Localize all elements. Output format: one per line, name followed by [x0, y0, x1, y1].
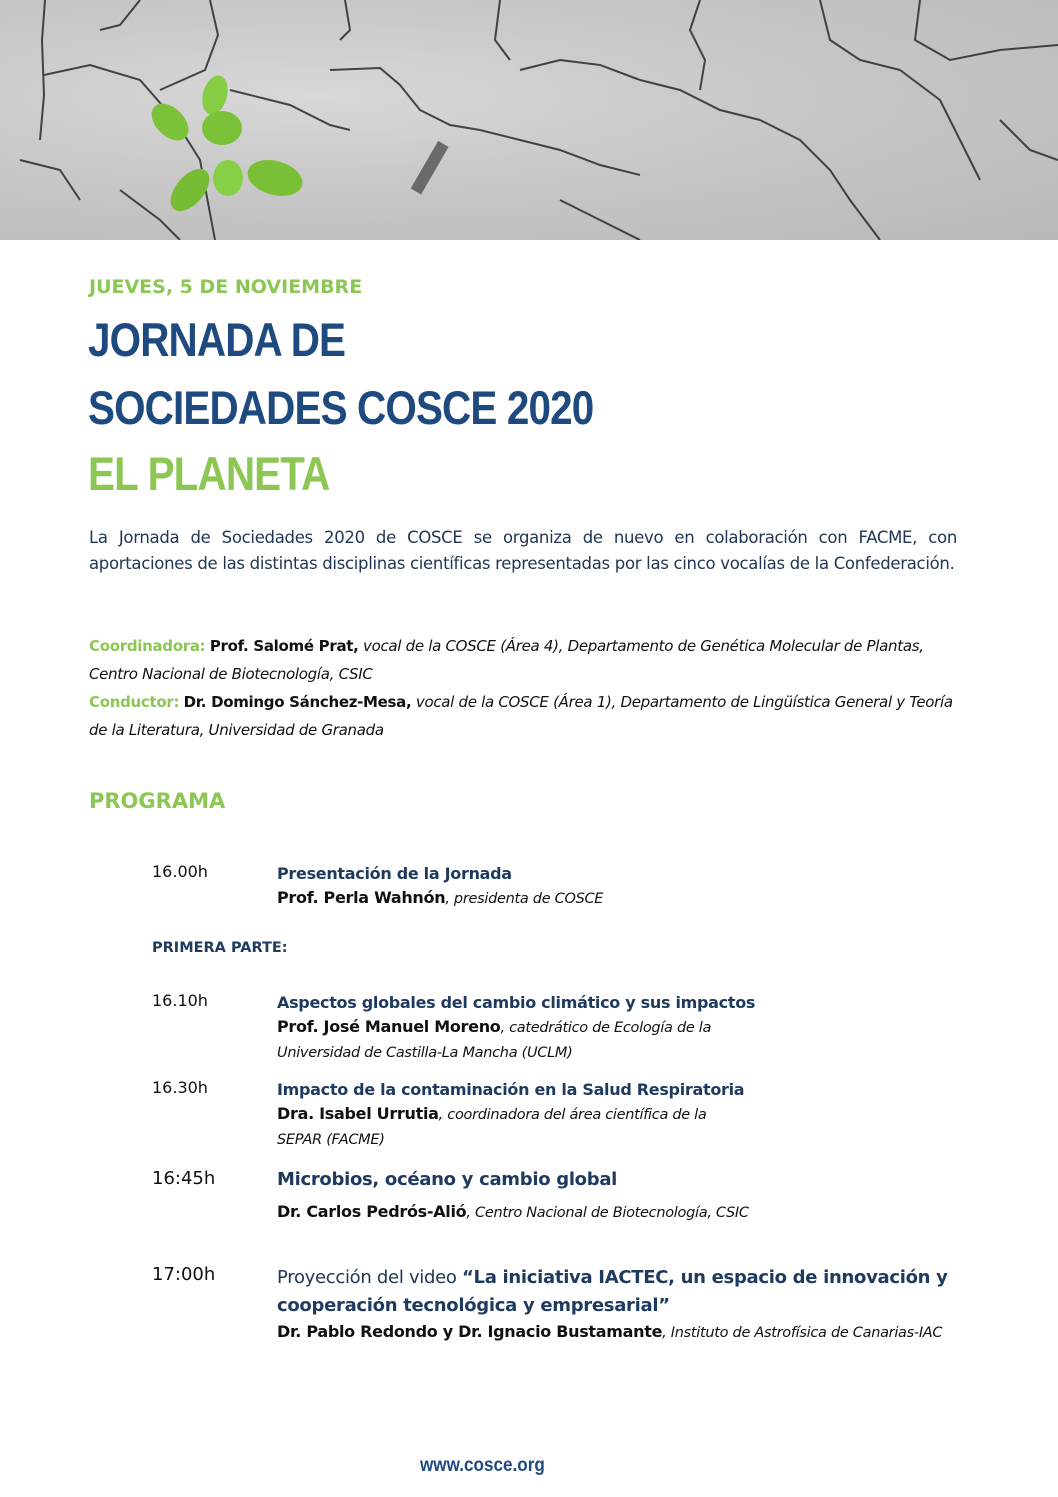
title-line-1: JORNADA DE [88, 313, 346, 366]
conductor-label: Conductor: [89, 693, 180, 711]
title-line-2: SOCIEDADES COSCE 2020 [88, 381, 594, 434]
agenda-affiliation: , presidenta de COSCE [445, 891, 604, 907]
conductor-name: Dr. Domingo Sánchez-Mesa, [183, 693, 412, 711]
section-label: PRIMERA PARTE: [152, 940, 288, 956]
agenda-affiliation: , coordinadora del área científica de la SEPAR (FACME) [277, 1107, 707, 1148]
coordinator-desc: vocal de la COSCE (Área 4), Departamento de Genética Molecular de Plantas, Centro Nacional de Biotecnología, CSIC [89, 637, 924, 683]
conductor [89, 688, 969, 744]
agenda-affiliation: , Centro Nacional de Biotecnología, CSIC [466, 1205, 749, 1221]
agenda-speaker: Prof. José Manuel Moreno [277, 1017, 501, 1036]
agenda-title: Microbios, océano y cambio global [277, 1169, 618, 1190]
coordinator-label: Coordinadora: [89, 637, 206, 655]
agenda-time: 17:00h [152, 1264, 216, 1285]
website-link[interactable]: www.cosce.org [420, 1455, 545, 1476]
agenda-speaker: Dr. Carlos Pedrós-Alió [277, 1202, 467, 1221]
agenda-time: 16.00h [152, 862, 208, 881]
coordinator [89, 632, 969, 688]
agenda-speaker: Prof. Perla Wahnón [277, 888, 446, 907]
agenda-speaker: Dr. Pablo Redondo y Dr. Ignacio Bustamante [277, 1322, 663, 1341]
agenda-title: Presentación de la Jornada [277, 864, 512, 883]
event-date: JUEVES, 5 DE NOVIEMBRE [89, 276, 363, 298]
seedling-icon [145, 73, 307, 219]
coordinator-name: Prof. Salomé Prat, [209, 637, 359, 655]
conductor-desc: vocal de la COSCE (Área 1), Departamento de Lingüística General y Teoría de la Literatura, Universidad de Granada [89, 693, 953, 739]
agenda-time: 16:45h [152, 1168, 216, 1189]
agenda-title: “La iniciativa IACTEC, un espacio de innovación y cooperación tecnológica y empresarial” [277, 1267, 948, 1316]
cracked-soil-illustration [0, 0, 1058, 240]
hero-image [0, 0, 1058, 240]
intro-paragraph: La Jornada de Sociedades 2020 de COSCE se organiza de nuevo en colaboración con FACME, con aportaciones de las distintas disciplinas científicas representadas por las cinco vocalías de la Confederación. [89, 528, 957, 573]
agenda-affiliation: , catedrático de Ecología de la Universidad de Castilla-La Mancha (UCLM) [277, 1020, 712, 1061]
event-subtitle: EL PLANETA [88, 447, 330, 500]
agenda-prefix: Proyección del video [277, 1267, 463, 1288]
agenda-speaker: Dra. Isabel Urrutia [277, 1104, 439, 1123]
agenda-time: 16.30h [152, 1078, 208, 1097]
agenda-affiliation: , Instituto de Astrofísica de Canarias-IAC [662, 1325, 943, 1341]
agenda-title: Aspectos globales del cambio climático y sus impactos [277, 993, 756, 1012]
agenda-time: 16.10h [152, 991, 208, 1010]
agenda-title: Impacto de la contaminación en la Salud Respiratoria [277, 1080, 745, 1099]
programa-heading: PROGRAMA [89, 789, 226, 813]
